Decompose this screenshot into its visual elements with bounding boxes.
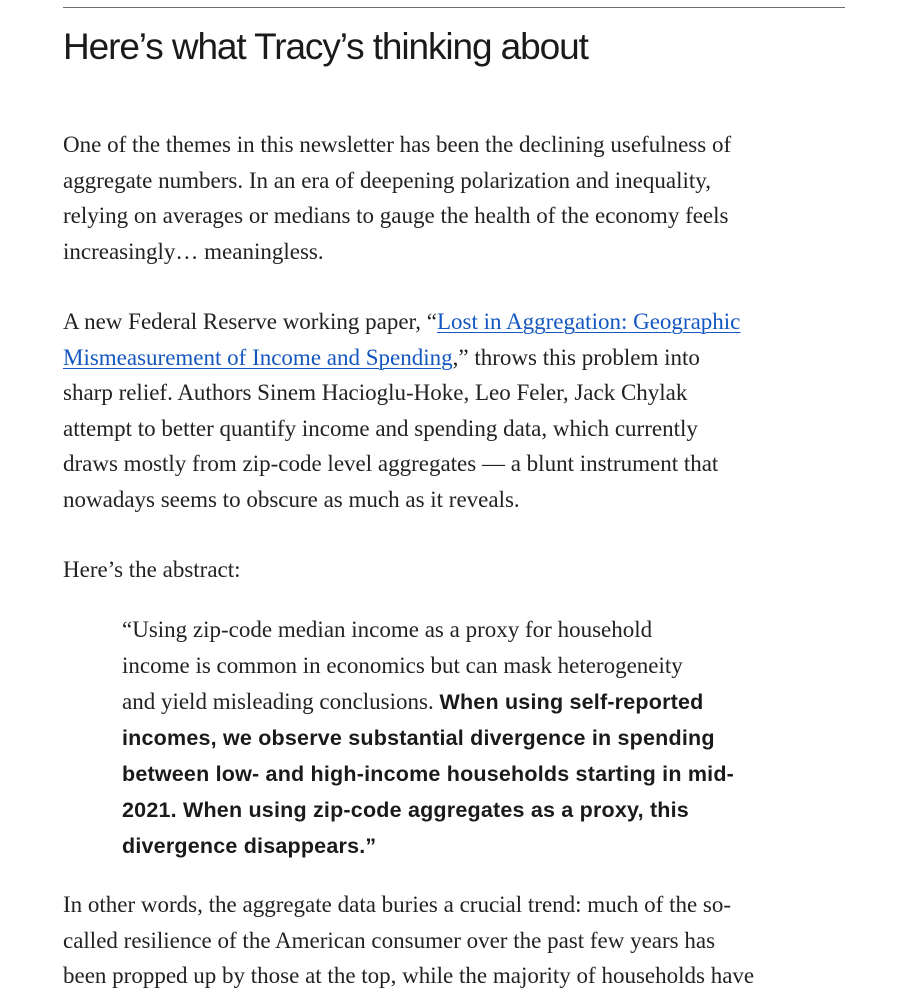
section-divider [63, 7, 845, 8]
quote-emphasis: When using self-reported [439, 690, 704, 714]
quote-text: and yield misleading conclusions. [122, 689, 440, 714]
paragraph-line: called resilience of the American consumer over the past few years has [63, 927, 716, 953]
paragraph-conclusion [63, 887, 853, 994]
paragraph-line: increasingly… meaningless. [63, 238, 324, 264]
paragraph-line: Here’s the abstract: [63, 557, 241, 582]
working-paper-link[interactable]: Mismeasurement of Income and Spending [63, 344, 453, 370]
paragraph-line: attempt to better quantify income and spending data, which currently [63, 415, 698, 441]
working-paper-link[interactable]: Lost in Aggregation: Geographic [436, 309, 741, 334]
quote-line [122, 684, 822, 720]
paragraph-line: In other words, the aggregate data buries a crucial trend: much of the so- [63, 892, 732, 917]
abstract-blockquote [122, 612, 822, 864]
paragraph-line: nowadays seems to obscure as much as it reveals. [63, 486, 520, 512]
paragraph-line [63, 304, 853, 340]
paragraph-line: aggregate numbers. In an era of deepening polarization and inequality, [63, 167, 711, 193]
quote-emphasis-line: between low- and high-income households starting in mid- [122, 762, 735, 786]
paragraph-text: A new Federal Reserve working paper, “ [63, 309, 437, 334]
quote-line: “Using zip-code median income as a proxy for household [122, 617, 653, 642]
section-heading: Here’s what Tracy’s thinking about [63, 26, 588, 67]
paragraph-abstract-intro [63, 552, 853, 588]
paragraph-line: sharp relief. Authors Sinem Hacioglu-Hoke, Leo Feler, Jack Chylak [63, 380, 688, 405]
paragraph-line: One of the themes in this newsletter has been the declining usefulness of [63, 132, 732, 157]
paragraph-line: relying on averages or medians to gauge the health of the economy feels [63, 203, 729, 228]
paragraph-text: ,” throws this problem into [452, 344, 700, 370]
quote-emphasis-line: incomes, we observe substantial divergence in spending [122, 726, 715, 750]
paragraph-working-paper [63, 304, 853, 517]
paragraph-line: draws mostly from zip-code level aggregates — a blunt instrument that [63, 451, 719, 476]
quote-emphasis-line: divergence disappears.” [122, 834, 377, 858]
paragraph-line [63, 340, 853, 376]
quote-emphasis-line: 2021. When using zip-code aggregates as a proxy, this [122, 798, 689, 822]
quote-line: income is common in economics but can mask heterogeneity [122, 653, 683, 678]
paragraph-intro [63, 127, 853, 269]
paragraph-line: been propped up by those at the top, while the majority of households have [63, 963, 755, 988]
